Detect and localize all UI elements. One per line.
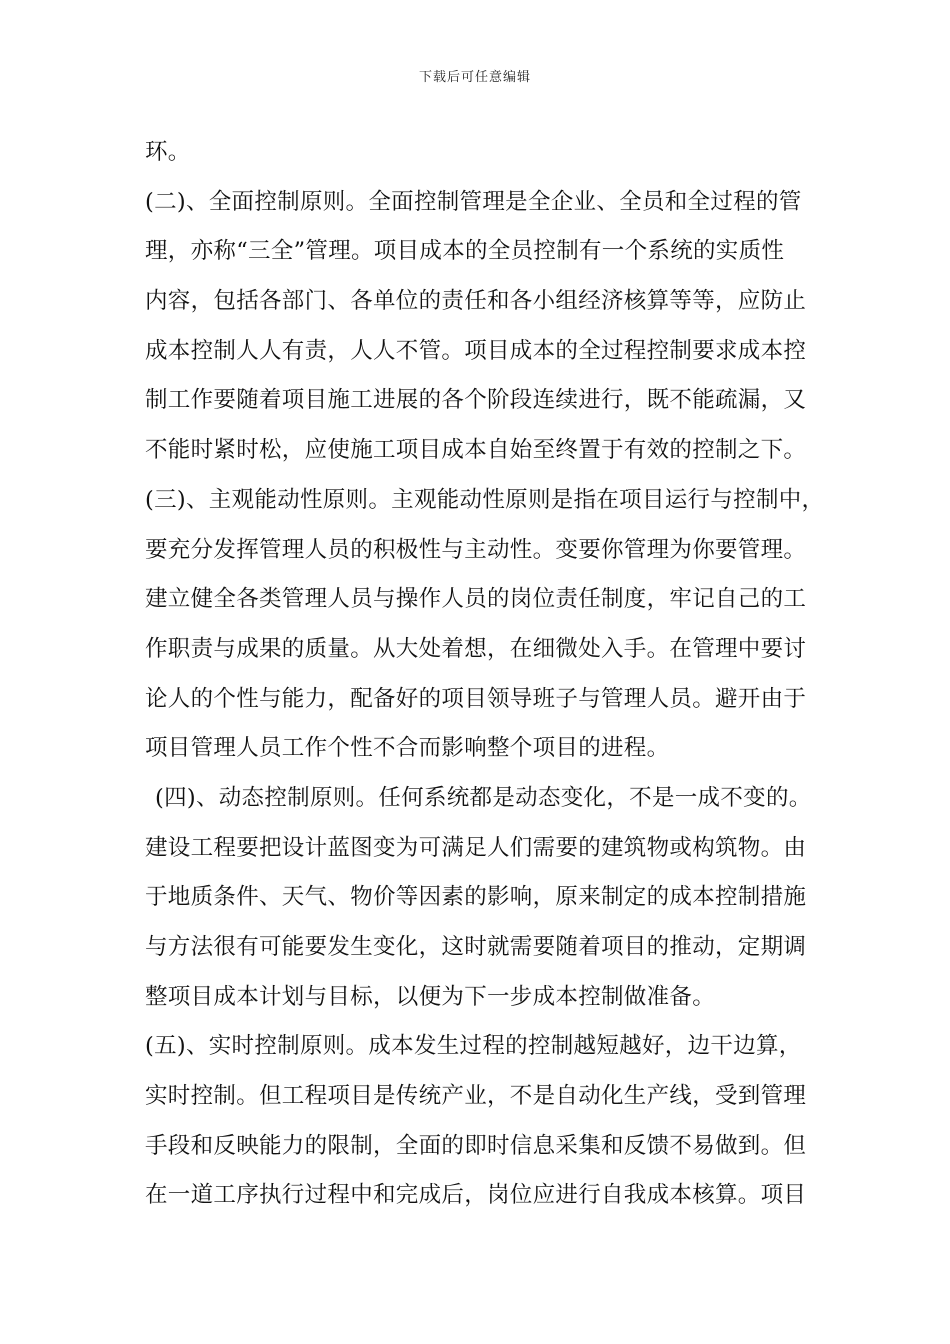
text-line: (五)、实时控制原则。成本发生过程的控制越短越好，边干边算，: [145, 1033, 802, 1060]
text-line: 建设工程要把设计蓝图变为可满足人们需要的建筑物或构筑物。由: [145, 834, 807, 861]
text-line: (二)、全面控制原则。全面控制管理是全企业、全员和全过程的管: [145, 188, 802, 215]
text-line: 实时控制。但工程项目是传统产业，不是自动化生产线，受到管理: [145, 1083, 807, 1110]
text-line: 论人的个性与能力，配备好的项目领导班子与管理人员。避开由于: [145, 685, 807, 712]
text-line: 制工作要随着项目施工进展的各个阶段连续进行，既不能疏漏，又: [145, 387, 807, 414]
text-line: (四)、动态控制原则。任何系统都是动态变化，不是一成不变的。: [155, 784, 812, 811]
text-line: 在一道工序执行过程中和完成后，岗位应进行自我成本核算。项目: [145, 1182, 807, 1209]
text-line: 理，亦称“三全”管理。项目成本的全员控制有一个系统的实质性: [145, 238, 785, 265]
text-line: 作职责与成果的质量。从大处着想，在细微处入手。在管理中要讨: [145, 635, 807, 662]
text-line: 环。: [145, 139, 191, 165]
text-line: (三)、主观能动性原则。主观能动性原则是指在项目运行与控制中，: [145, 486, 825, 513]
document-body: [145, 128, 825, 1221]
text-line: 不能时紧时松，应使施工项目成本自始至终置于有效的控制之下。: [145, 437, 807, 464]
text-line: 成本控制人人有责，人人不管。项目成本的全过程控制要求成本控: [145, 337, 807, 364]
text-line: 与方法很有可能要发生变化，这时就需要随着项目的推动，定期调: [145, 934, 807, 960]
page-header: 下载后可任意编辑: [418, 70, 531, 85]
text-line: 建立健全各类管理人员与操作人员的岗位责任制度，牢记自己的工: [145, 586, 807, 613]
text-line: 整项目成本计划与目标，以便为下一步成本控制做准备。: [145, 983, 716, 1010]
text-line: 项目管理人员工作个性不合而影响整个项目的进程。: [145, 735, 670, 762]
text-line: 手段和反映能力的限制，全面的即时信息采集和反馈不易做到。但: [145, 1132, 807, 1159]
text-line: 要充分发挥管理人员的积极性与主动性。变要你管理为你要管理。: [145, 536, 807, 563]
text-line: 于地质条件、天气、物价等因素的影响，原来制定的成本控制措施: [145, 884, 807, 911]
text-line: 内容，包括各部门、各单位的责任和各小组经济核算等等，应防止: [145, 288, 807, 315]
